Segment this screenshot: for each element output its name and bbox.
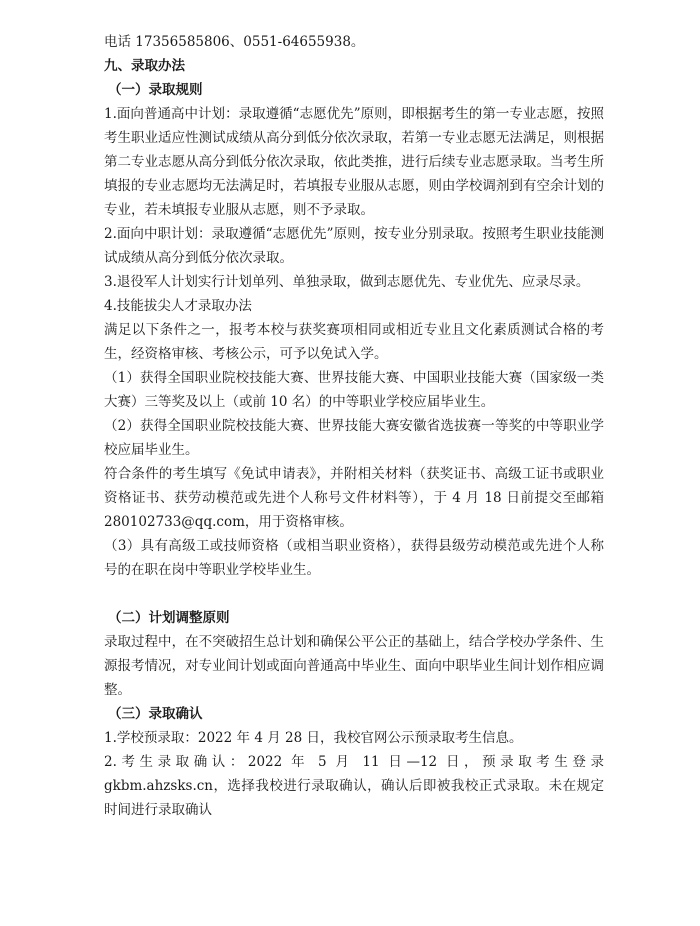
subheading-admission-confirmation: （三）录取确认 [108, 706, 203, 722]
paragraph-veterans-plan: 3.退役军人计划实行计划单列、单独录取，做到志愿优先、专业优先、应录尽录。 [104, 274, 590, 290]
paragraph-condition-2: （2）获得全国职业院校技能大赛、世界技能大赛安徽省选拔赛一等奖的中等职业学校应届毕业生。 [104, 418, 604, 458]
contact-phone: 电话 17356585806、0551-64655938。 [104, 34, 365, 50]
paragraph-skills-talent-title: 4.技能拔尖人才录取办法 [104, 298, 252, 314]
paragraph-confirmation: 2.考生录取确认：2022 年 5 月 11 日—12 日，预录取考生登录 gkbm.ahzsks.cn，选择我校进行录取确认，确认后即被我校正式录取。未在规定时间进行录取确认 [104, 754, 604, 818]
paragraph-vocational-plan: 2.面向中职计划：录取遵循“志愿优先”原则，按专业分别录取。按照考生职业技能测试成绩从高分到低分依次录取。 [104, 226, 604, 266]
subheading-admission-rules: （一）录取规则 [108, 82, 203, 98]
paragraph-high-school-plan: 1.面向普通高中计划：录取遵循“志愿优先”原则，即根据考生的第一专业志愿，按照考生职业适应性测试成绩从高分到低分依次录取，若第一专业志愿无法满足，则根据第二专业志愿从高分到低分依次录取，依此类推，进行后续专业志愿录取。当考生所填报的专业志愿均无法满足时，若填报专业服从志愿，则由学校调剂到有空余计划的专业，若未填报专业服从志愿，则不予录取。 [104, 106, 604, 218]
section-heading-admission: 九、录取办法 [104, 58, 185, 74]
paragraph-condition-3: （3）具有高级工或技师资格（或相当职业资格），获得县级劳动模范或先进个人称号的在职在岗中等职业学校毕业生。 [104, 538, 604, 578]
subheading-plan-adjustment: （二）计划调整原则 [108, 610, 230, 626]
paragraph-plan-adjustment: 录取过程中，在不突破招生总计划和确保公平公正的基础上，结合学校办学条件、生源报考情况，对专业间计划或面向普通高中毕业生、面向中职毕业生间计划作相应调整。 [104, 634, 604, 698]
paragraph-pre-admission: 1.学校预录取：2022 年 4 月 28 日，我校官网公示预录取考生信息。 [104, 730, 523, 746]
paragraph-application-materials: 符合条件的考生填写《免试申请表》，并附相关材料（获奖证书、高级工证书或职业资格证书、获劳动模范或先进个人称号文件材料等），于 4 月 18 日前提交至邮箱 280102733@qq.com，用于资格审核。 [104, 466, 604, 530]
paragraph-exemption-conditions: 满足以下条件之一，报考本校与获奖赛项相同或相近专业且文化素质测试合格的考生，经资格审核、考核公示，可予以免试入学。 [104, 322, 604, 362]
paragraph-condition-1: （1）获得全国职业院校技能大赛、世界技能大赛、中国职业技能大赛（国家级一类大赛）三等奖及以上（或前 10 名）的中等职业学校应届毕业生。 [104, 370, 604, 410]
spacer [104, 582, 604, 606]
